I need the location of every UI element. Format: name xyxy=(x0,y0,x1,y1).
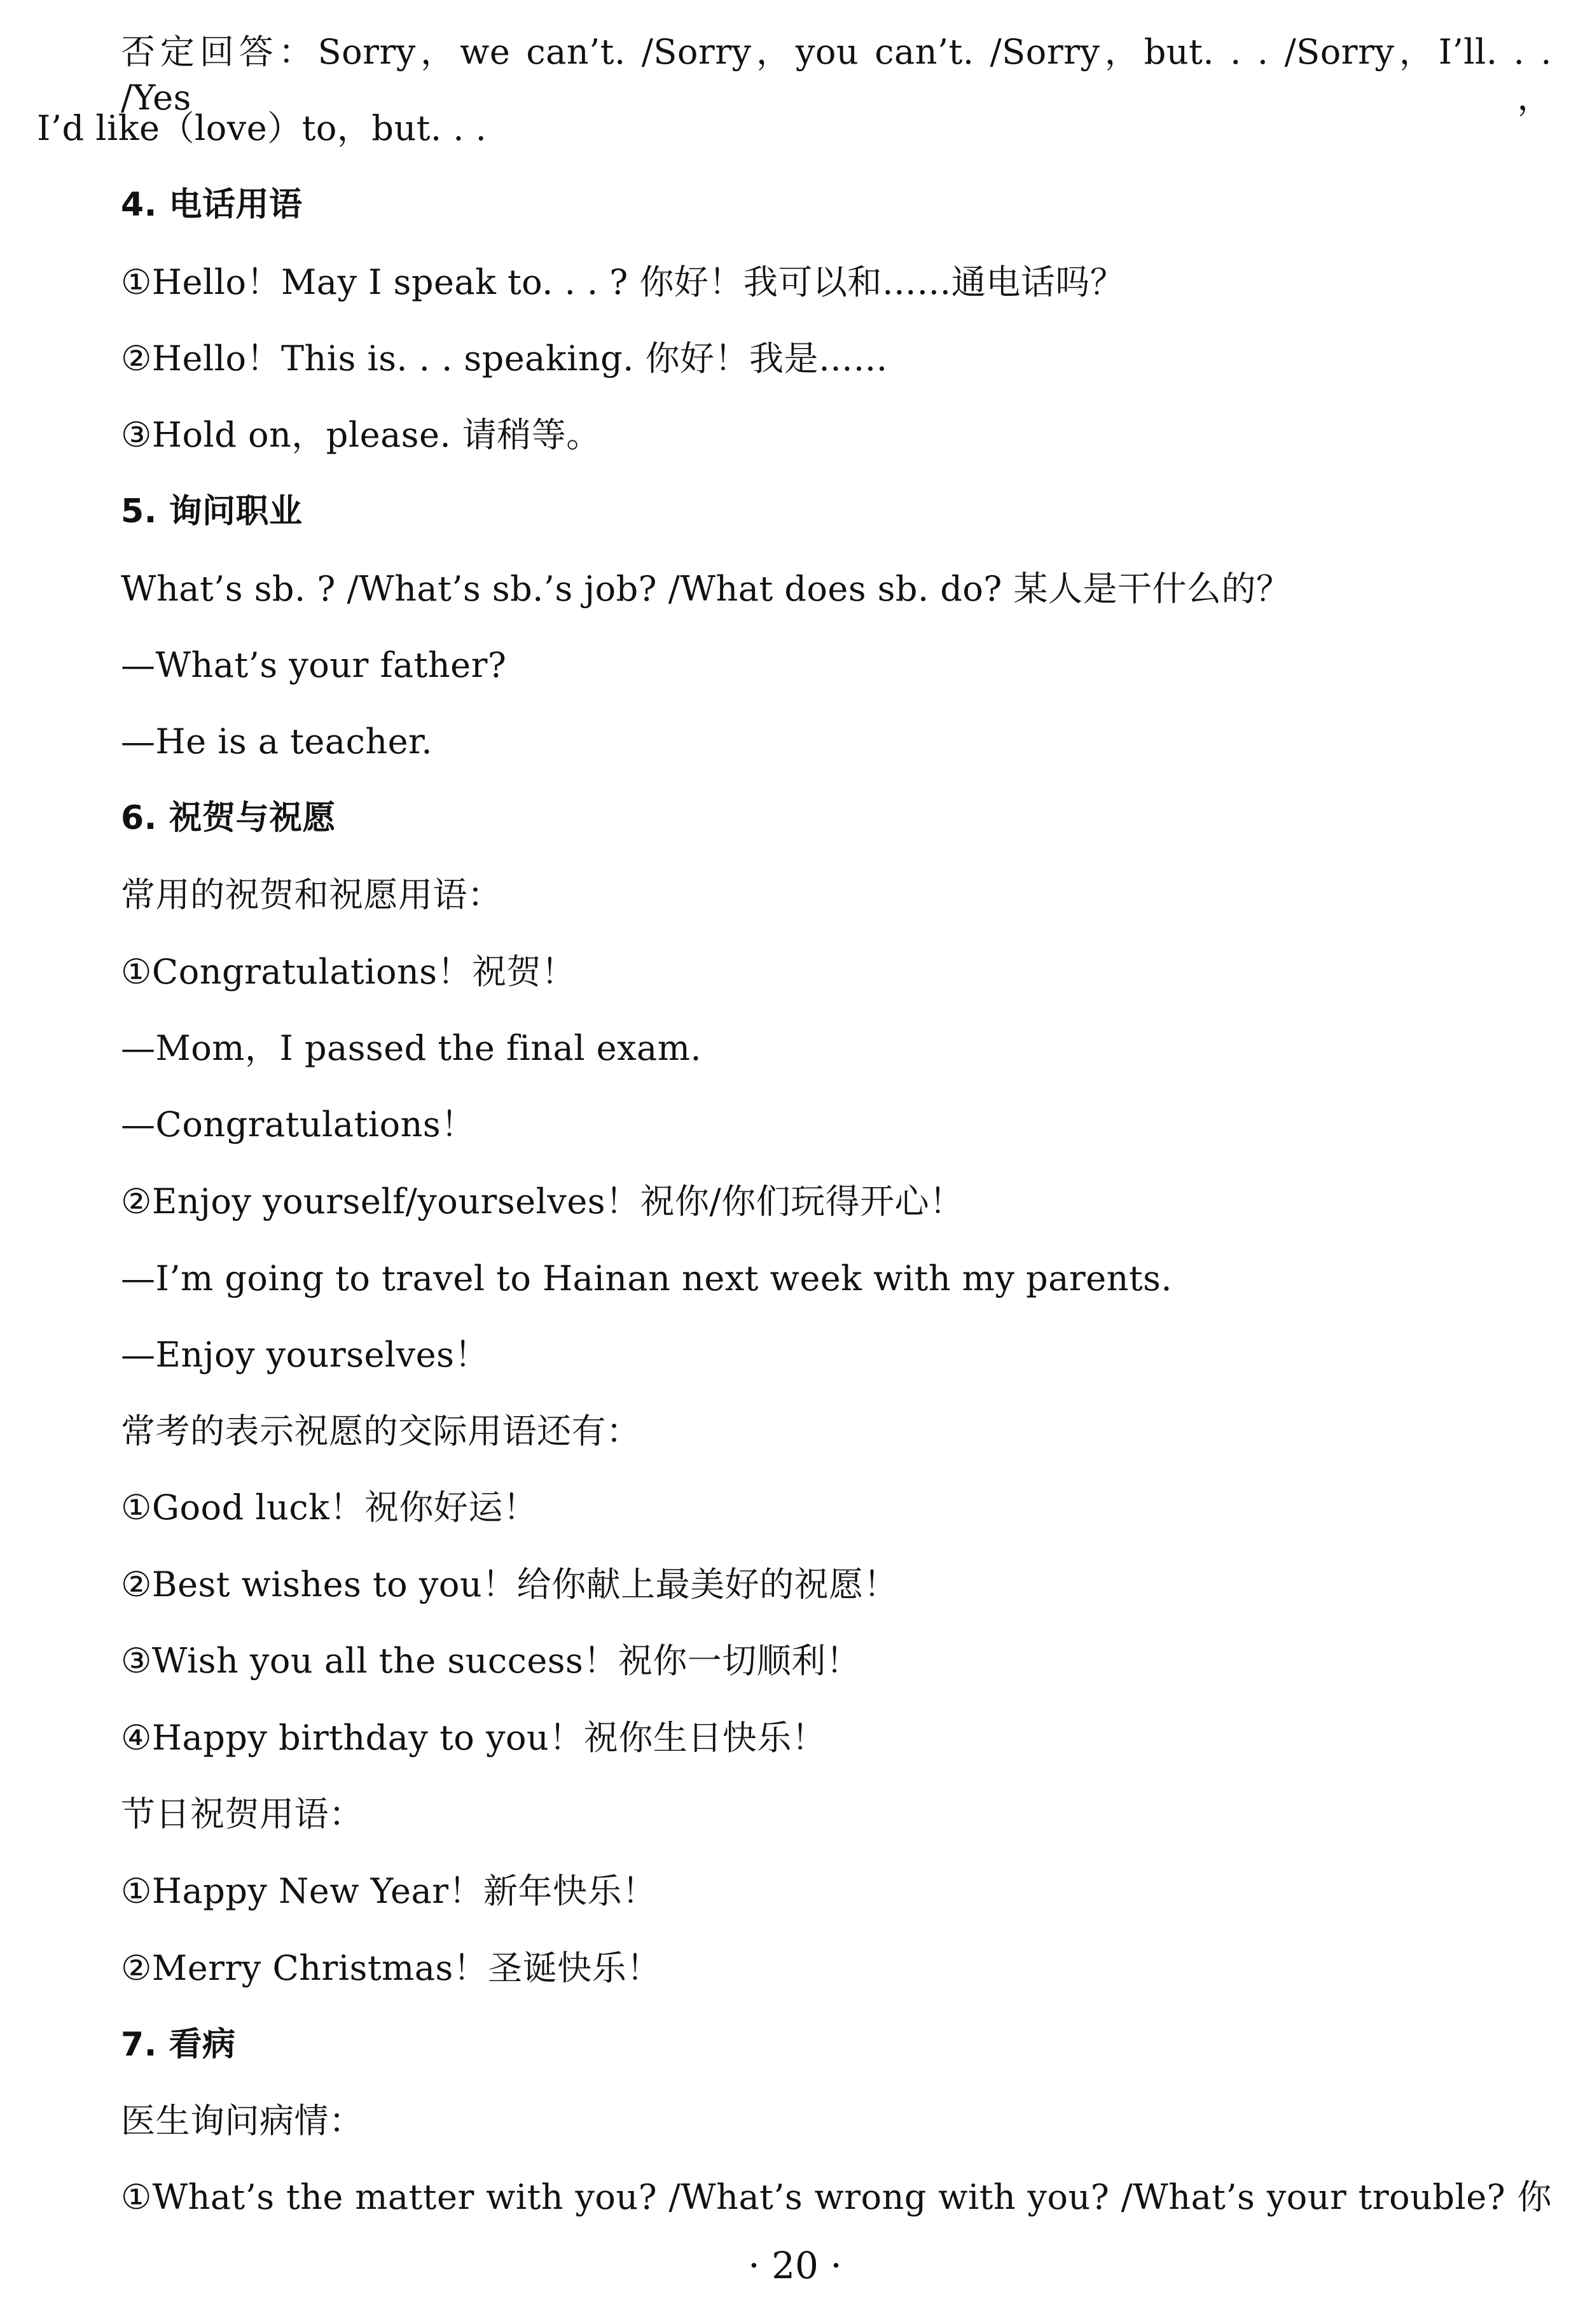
page-number: · 20 · xyxy=(748,2244,842,2287)
wishes-exam-line: ①Good luck！祝你好运！ xyxy=(121,1487,538,1527)
wishes-common-line: —I’m going to travel to Hainan next week with my parents. xyxy=(121,1258,1173,1298)
section-heading-phone: 4. 电话用语 xyxy=(121,186,303,224)
phone-item: ②Hello！This is. . . speaking. 你好！我是…… xyxy=(121,338,888,379)
wishes-common-line: —Congratulations！ xyxy=(121,1104,476,1145)
phone-item: ③Hold on，please. 请稍等。 xyxy=(121,415,601,455)
wishes-exam-line: ④Happy birthday to you！祝你生日快乐！ xyxy=(121,1718,827,1758)
wishes-holiday-line: ②Merry Christmas！圣诞快乐！ xyxy=(121,1948,661,1988)
section-heading-wishes: 6. 祝贺与祝愿 xyxy=(121,799,336,837)
occupation-dialogue-line: —He is a teacher. xyxy=(121,721,433,762)
phone-item: ①Hello！May I speak to. . . ? 你好！我可以和……通电话吗？ xyxy=(121,262,1125,302)
wishes-holiday-line: ①Happy New Year！新年快乐！ xyxy=(121,1871,657,1911)
wishes-exam-label: 常考的表示祝愿的交际用语还有： xyxy=(121,1411,641,1451)
section-heading-occupation: 5. 询问职业 xyxy=(121,492,303,531)
wishes-common-line: —Enjoy yourselves！ xyxy=(121,1335,489,1375)
wishes-holiday-label: 节日祝贺用语： xyxy=(121,1794,364,1834)
doctor-label: 医生询问病情： xyxy=(121,2101,364,2141)
wishes-common-label: 常用的祝贺和祝愿用语： xyxy=(121,875,502,915)
wishes-exam-line: ③Wish you all the success！祝你一切顺利！ xyxy=(121,1641,861,1681)
wishes-common-line: ①Congratulations！祝贺！ xyxy=(121,952,576,992)
doctor-question-line: ①What’s the matter with you? /What’s wrong with you? /What’s your trouble? 你 xyxy=(121,2177,1552,2217)
wishes-common-line: ②Enjoy yourself/yourselves！祝你/你们玩得开心！ xyxy=(121,1181,964,1221)
refusal-answer-line: 否定回答：Sorry，we can’t. /Sorry，you can’t. /Sorry，but. . . /Sorry，I’ll. . . /Yes， xyxy=(121,32,1552,118)
section-heading-doctor: 7. 看病 xyxy=(121,2026,236,2064)
wishes-common-line: —Mom，I passed the final exam. xyxy=(121,1028,702,1068)
wishes-exam-line: ②Best wishes to you！给你献上最美好的祝愿！ xyxy=(121,1564,899,1604)
occupation-line: What’s sb. ? /What’s sb.’s job? /What does sb. do? 某人是干什么的？ xyxy=(121,569,1291,609)
refusal-answer-continuation: I’d like（love）to，but. . . xyxy=(37,108,487,148)
occupation-dialogue-line: —What’s your father? xyxy=(121,645,507,685)
